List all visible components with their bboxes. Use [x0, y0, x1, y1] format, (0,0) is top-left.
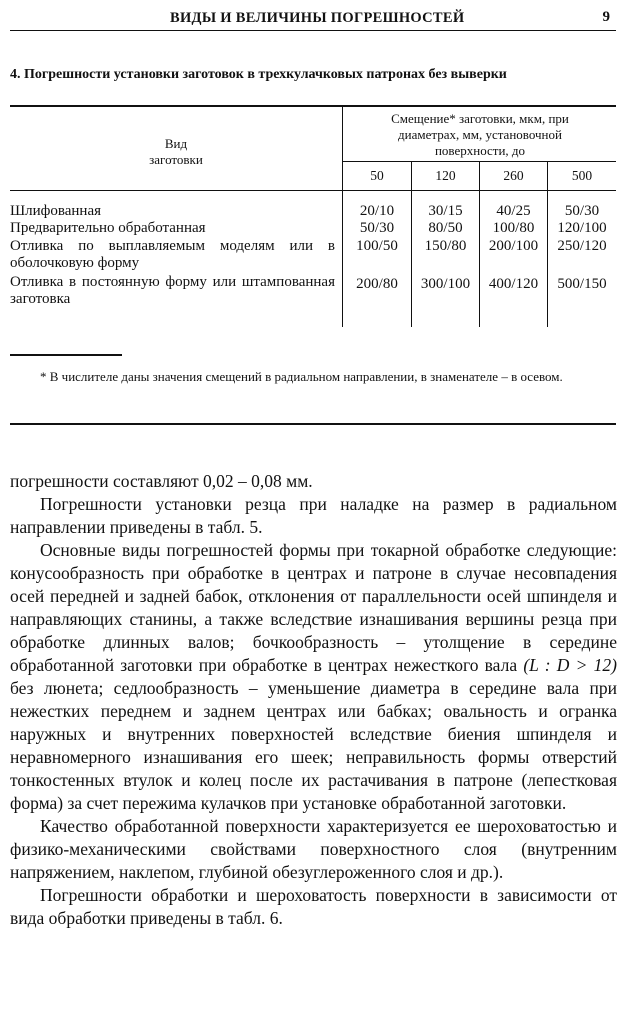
group-header-line: диаметрах, мм, установочной: [398, 127, 562, 142]
table-cell: 100/80: [492, 220, 535, 236]
table-cell: 100/50: [356, 238, 398, 254]
table-cell: 120/100: [557, 220, 607, 236]
paragraph: погрешности составляют 0,02 – 0,08 мм.: [10, 471, 313, 491]
body-text: [10, 470, 617, 930]
formula: (L : D > 12): [523, 655, 617, 675]
group-header-line: Смещение* заготовки, мкм, при: [391, 111, 569, 126]
table-top-rule: [10, 105, 616, 107]
stub-header: [10, 136, 342, 168]
stub-header-line: заготовки: [149, 152, 203, 167]
row-label: Отливка в постоянную форму или штампованная заготовка: [10, 274, 335, 307]
table-cell: 250/120: [557, 238, 607, 254]
table-cell: 30/15: [428, 203, 463, 219]
column-header-120: 120: [435, 168, 456, 183]
row-label: Отливка по выплавляемым моделям или в оболочковую форму: [10, 238, 335, 271]
group-header-line: поверхности, до: [434, 143, 526, 158]
table-cell: 300/100: [420, 276, 471, 292]
paragraph-part: Основные виды погрешностей формы при токарной обработке следующие: конусообразность при обработке в центрах и патроне в случае несовпадения осей передней и задней бабок, отклонения от параллельности осей шпинделя и направляющих станины, а также вследствие изнашивания вершины резца при обработке длинных валов; бочкообразность – утолщение в середине обработанной заготовки при обработке в центрах нежесткого вала: [10, 540, 617, 675]
running-head: [10, 8, 616, 31]
paragraph-part: без люнета; седлообразность – уменьшение диаметра в середине вала при нежестких переднем и заднем центрах или бабках; овальность и огранка наружных и внутренних поверхностей вследствие биения шпинделя и неравномерного изнашивания его шеек; неправильность формы отверстий тонкостенных втулок и колец после их растачивания в патроне (лепестковая форма) за счет пережима кулачков при установке обработанной заготовки.: [10, 678, 617, 813]
table-cell: 500/150: [557, 276, 607, 292]
paragraph: Погрешности установки резца при наладке на размер в радиальном направлении приведены в табл. 5.: [10, 494, 617, 537]
table-cell: 80/50: [428, 220, 463, 236]
table-cell: 200/100: [488, 238, 539, 254]
table-cell: 40/25: [496, 203, 531, 219]
column-header-50: 50: [370, 168, 384, 183]
table-cell: 20/10: [359, 203, 395, 219]
row-label: Шлифованная: [10, 203, 102, 219]
column-header-260: 260: [503, 168, 524, 183]
row-label: Предварительно обработанная: [10, 220, 206, 236]
table-cell: 150/80: [424, 238, 467, 254]
paragraph: [10, 539, 617, 815]
group-header: [344, 111, 616, 159]
column-header-500: 500: [571, 168, 593, 183]
table-cell: 50/30: [359, 220, 395, 236]
table-cell: 200/80: [356, 276, 398, 292]
table-header-rule: [10, 190, 616, 191]
running-title: ВИДЫ И ВЕЛИЧИНЫ ПОГРЕШНОСТЕЙ: [170, 10, 465, 26]
table-title: 4. Погрешности установки заготовок в трехкулачковых патронах без выверки: [10, 67, 507, 82]
table-cell: 50/30: [564, 203, 600, 219]
paragraph: Качество обработанной поверхности характеризуется ее шероховатостью и физико-механическими свойствами поверхностного слоя (внутренним напряжением, наклепом, глубиной обезуглероженного слоя и др.).: [10, 816, 617, 882]
page-number: 9: [602, 9, 610, 25]
table-cell: 400/120: [488, 276, 539, 292]
section-bottom-rule: [10, 423, 616, 425]
table-footnote: * В числителе даны значения смещений в радиальном направлении, в знаменателе – в осевом.: [40, 369, 563, 384]
footnote-separator: [10, 354, 122, 356]
stub-header-line: Вид: [164, 136, 188, 151]
paragraph: Погрешности обработки и шероховатость поверхности в зависимости от вида обработки приведены в табл. 6.: [10, 885, 617, 928]
